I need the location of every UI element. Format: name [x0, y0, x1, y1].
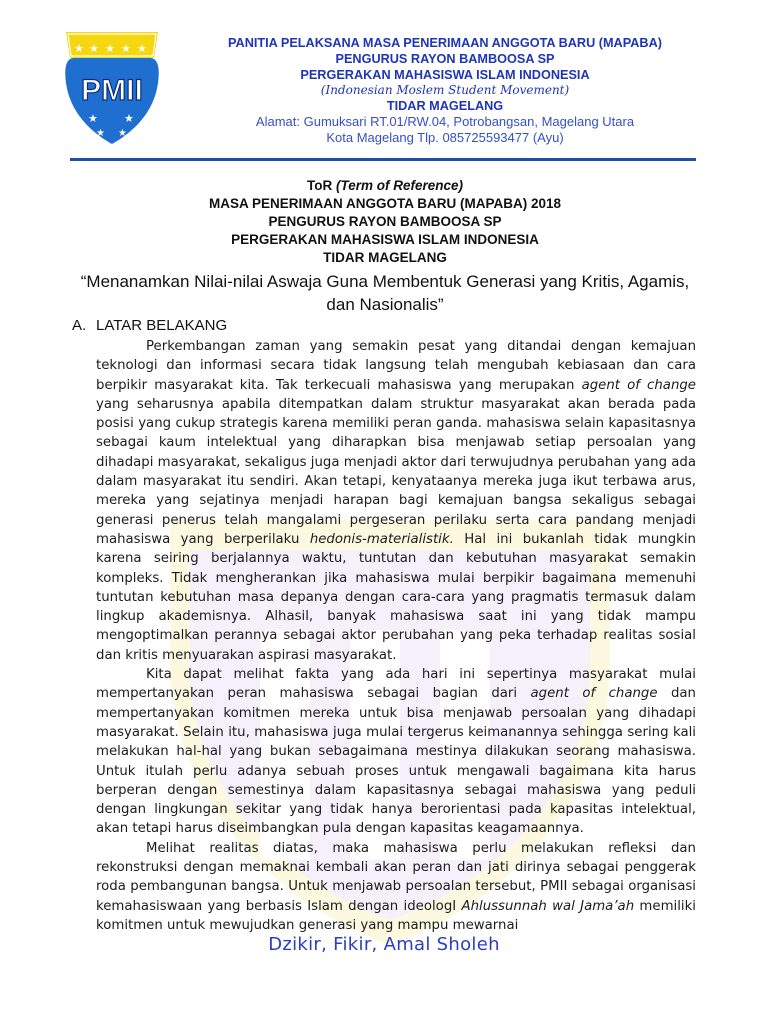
tor-line [80, 177, 690, 195]
paragraph-1 [96, 337, 696, 665]
section-number: A. [72, 317, 87, 334]
title-line-1: MASA PENERIMAAN ANGGOTA BARU (MAPABA) 2018 [208, 196, 561, 211]
footer-motto: Dzikir, Fikir, Amal Sholeh [268, 934, 500, 955]
text-run: Kita dapat melihat fakta yang ada hari ini sepertinya masyarakat mulai mempertanyakan peran mahasiswa sebagai bagian dari [96, 667, 696, 702]
logo-text: PMII [81, 74, 143, 107]
italic-term: hedonis-materialistik. [309, 531, 454, 547]
letterhead [170, 35, 720, 146]
italic-term: agent of change [530, 686, 658, 702]
tor-italic: (Term of Reference) [335, 178, 464, 193]
svg-text:★: ★ [124, 112, 134, 125]
svg-text:★: ★ [88, 112, 98, 125]
letterhead-subtitle: (Indonesian Moslem Student Movement) [320, 83, 570, 97]
svg-text:★: ★ [96, 128, 105, 139]
letterhead-region: TIDAR MAGELANG [386, 99, 504, 113]
title-line-4: TIDAR MAGELANG [323, 250, 447, 265]
letterhead-line-3: PERGERAKAN MAHASISWA ISLAM INDONESIA [300, 68, 590, 82]
title-line-2: PENGURUS RAYON BAMBOOSA SP [268, 214, 502, 229]
section-heading [72, 317, 227, 334]
paragraph-3 [96, 839, 696, 935]
text-run: dan mempertanyakan komitmen mereka untuk bisa menjawab persoalan yang dihadapi masyarakat. Selain itu, mahasiswa juga mulai tergerus keimanannya sehingga sering kali melakukan hal-hal yang bukan sebagaimana mestinya dilakukan seorang mahasiswa. Untuk itulah perlu adanya sebuah proses untuk mengawali bagaimana kita harus berperan dengan semestinya dalam kapasitasnya sebagai mahasiswa yang peduli dengan lingkungan sekitar yang tidak hanya berorientasi pada kapasitas intelektual, akan tetapi harus diseimbangkan pula dengan kapasitas keagamaannya. [96, 686, 696, 837]
svg-text:★: ★ [137, 42, 147, 55]
svg-text:★: ★ [118, 128, 127, 139]
tor-prefix: ToR [306, 178, 336, 193]
svg-text:★: ★ [74, 42, 84, 55]
svg-text:★: ★ [121, 42, 131, 55]
header-divider [70, 158, 696, 161]
letterhead-address-1: Alamat: Gumuksari RT.01/RW.04, Potrobangsan, Magelang Utara [255, 114, 635, 129]
text-run: Hal ini bukanlah tidak mungkin karena seiring berjalannya waktu, tuntutan dan kebutuhan masyarakat semakin kompleks. Tidak mengherankan jika mahasiswa mulai berpikir bagaimana memenuhi tuntutan kebutuhan masa depanya dengan cara-cara yang pragmatis termasuk dalam lingkup akademisnya. Alhasil, banyak mahasiswa saat ini yang tidak mampu mengoptimalkan perannya sebagai aktor perubahan yang peka terhadap realitas sosial dan kritis menyuarakan aspirasi masyarakat. [96, 531, 696, 663]
italic-term: Ahlussunnah wal Jama’ah [461, 898, 635, 914]
pmii-logo [62, 28, 162, 148]
letterhead-line-2: PENGURUS RAYON BAMBOOSA SP [335, 52, 555, 66]
paragraph-2 [96, 665, 696, 839]
theme-motto: “Menanamkan Nilai-nilai Aswaja Guna Membentuk Generasi yang Kritis, Agamis, dan Nasionalis” [80, 272, 690, 314]
text-run: memiliki komitmen untuk mewujudkan generasi yang mampu mewarnai [96, 898, 697, 933]
document-title [80, 177, 690, 267]
letterhead-line-1: PANITIA PELAKSANA MASA PENERIMAAN ANGGOTA BARU (MAPABA) [228, 36, 662, 50]
svg-text:★: ★ [105, 42, 115, 55]
text-run: Perkembangan zaman yang semakin pesat yang ditandai dengan kemajuan teknologi dan informasi secara tidak langsung telah mengubah kebiasaan dan cara berpikir masyarakat kita. Tak terkecuali mahasiswa yang merupakan [96, 339, 696, 393]
title-line-3: PERGERAKAN MAHASISWA ISLAM INDONESIA [231, 232, 539, 247]
text-run: Melihat realitas diatas, maka mahasiswa perlu melakukan refleksi dan rekonstruksi dengan memaknai kembali akan peran dan jati dirinya sebagai penggerak roda pembangunan bangsa. Untuk menjawab persoalan tersebut, PMII sebagai organisasi kemahasiswaan yang berbasis Islam dengan ideologI [96, 840, 696, 914]
italic-term: agent of change [581, 377, 696, 393]
section-title: LATAR BELAKANG [96, 317, 228, 334]
svg-text:★: ★ [89, 42, 99, 55]
text-run: yang seharusnya apabila ditempatkan dalam struktur masyarakat akan berada pada posisi yang cukup strategis karena memiliki peran ganda. mahasiswa selain kapasitasnya sebagai kaum intelektual yang diharapkan bisa menjawab setiap persoalan yang dihadapi masyarakat, sekaligus juga menjadi aktor dari terwujudnya perubahan yang ada dalam masyarakat itu sendiri. Akan tetapi, kenyataanya mereka juga ikut terbawa arus, mereka yang sejatinya menjadi harapan bagi kemajuan bangsa sekaligus sebagai generasi penerus telah mangalami pergeseran perilaku serta cara pandang menjadi mahasiswa yang berperilaku [96, 396, 696, 547]
letterhead-address-2: Kota Magelang Tlp. 085725593477 (Ayu) [326, 130, 564, 145]
section-body [96, 337, 696, 935]
